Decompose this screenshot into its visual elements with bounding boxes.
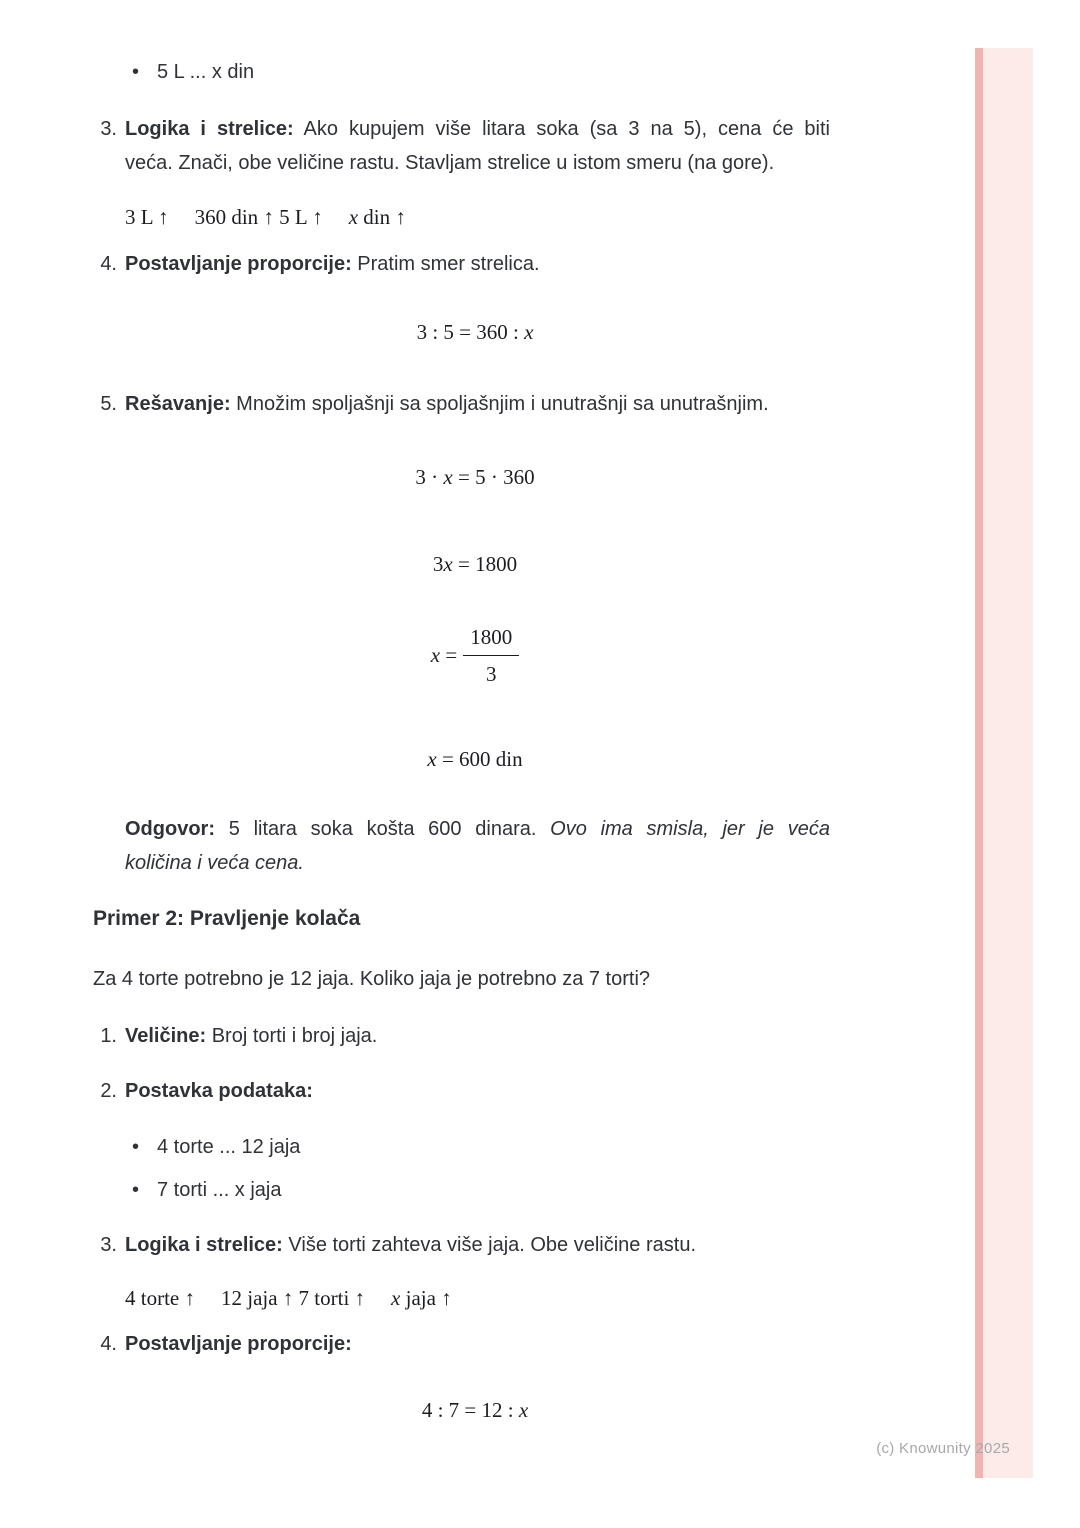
list-number: 2. (100, 1080, 117, 1102)
list-number: 1. (100, 1025, 117, 1047)
section-heading-primer-2: Primer 2: Pravljenje kolača (93, 907, 361, 930)
list-number: 3. (100, 118, 117, 140)
bullet-icon: • (132, 1136, 140, 1158)
list-number: 4. (100, 1333, 117, 1355)
list-item-step-4b (93, 1327, 830, 1361)
equation-proportion-2: 4 : 7 = 12 : x (421, 1398, 529, 1422)
answer-paragraph: Odgovor: 5 litara soka košta 600 dinara. Ovo ima smisla, jer je veća količina i veća cena. (125, 818, 830, 874)
list-item-text: Postavljanje proporcije: Pratim smer strelica. (125, 253, 540, 275)
list-item-step-3 (93, 112, 830, 180)
list-number: 5. (100, 393, 117, 415)
bullet-icon: • (132, 61, 140, 83)
bullet-text: 4 torte ... 12 jaja (157, 1136, 301, 1158)
list-item (125, 1173, 282, 1207)
list-item-text: Veličine: Broj torti i broj jaja. (125, 1025, 378, 1047)
fraction-lhs: x = (430, 643, 458, 667)
math-arrow-line-juice: 3 L ↑ 360 din ↑ 5 L ↑ x din ↑ (125, 205, 406, 229)
fraction-numerator: 1800 (470, 624, 513, 649)
equation-proportion-1: 3 : 5 = 360 : x (416, 320, 534, 344)
bullet-text: 7 torti ... x jaja (157, 1179, 282, 1201)
equation-3x-1800: 3x = 1800 (432, 552, 518, 576)
list-item-step-4 (93, 247, 830, 281)
fraction (463, 622, 519, 689)
list-item-text: Postavljanje proporcije: (125, 1333, 352, 1355)
problem-statement-paragraph: Za 4 torte potrebno je 12 jaja. Koliko jaja je potrebno za 7 torti? (93, 968, 651, 990)
copyright-footer: (c) Knowunity 2025 (876, 1440, 1010, 1457)
fraction-denominator: 3 (463, 655, 519, 689)
list-item-step-1 (93, 1019, 830, 1053)
equation-result: x = 600 din (427, 747, 523, 771)
equation-fraction (93, 613, 857, 697)
list-item-step-2 (93, 1074, 830, 1108)
list-item-step-3b (93, 1228, 830, 1262)
list-item (125, 1130, 300, 1164)
equation-cross-multiply: 3 · x = 5 · 360 (415, 465, 535, 489)
list-number: 3. (100, 1234, 117, 1256)
list-item (125, 55, 254, 89)
list-item-text: Logika i strelice: Više torti zahteva više jaja. Obe veličine rastu. (125, 1234, 697, 1256)
list-number: 4. (100, 253, 117, 275)
list-item-step-5 (93, 387, 830, 421)
list-item-text: Logika i strelice: Ako kupujem više litara soka (sa 3 na 5), cena će biti veća. Znači, obe veličine rastu. Stavljam strelice u istom smeru (na gore). (125, 118, 830, 174)
list-item-text: Postavka podataka: (125, 1080, 313, 1102)
bullet-text: 5 L ... x din (157, 61, 255, 83)
bullet-icon: • (132, 1179, 140, 1201)
page-edge-highlight-stripe (975, 48, 1033, 1478)
math-arrow-line-cakes: 4 torte ↑ 12 jaja ↑ 7 torti ↑ x jaja ↑ (125, 1286, 452, 1310)
list-item-text: Rešavanje: Množim spoljašnji sa spoljašnjim i unutrašnji sa unutrašnjim. (125, 393, 769, 415)
